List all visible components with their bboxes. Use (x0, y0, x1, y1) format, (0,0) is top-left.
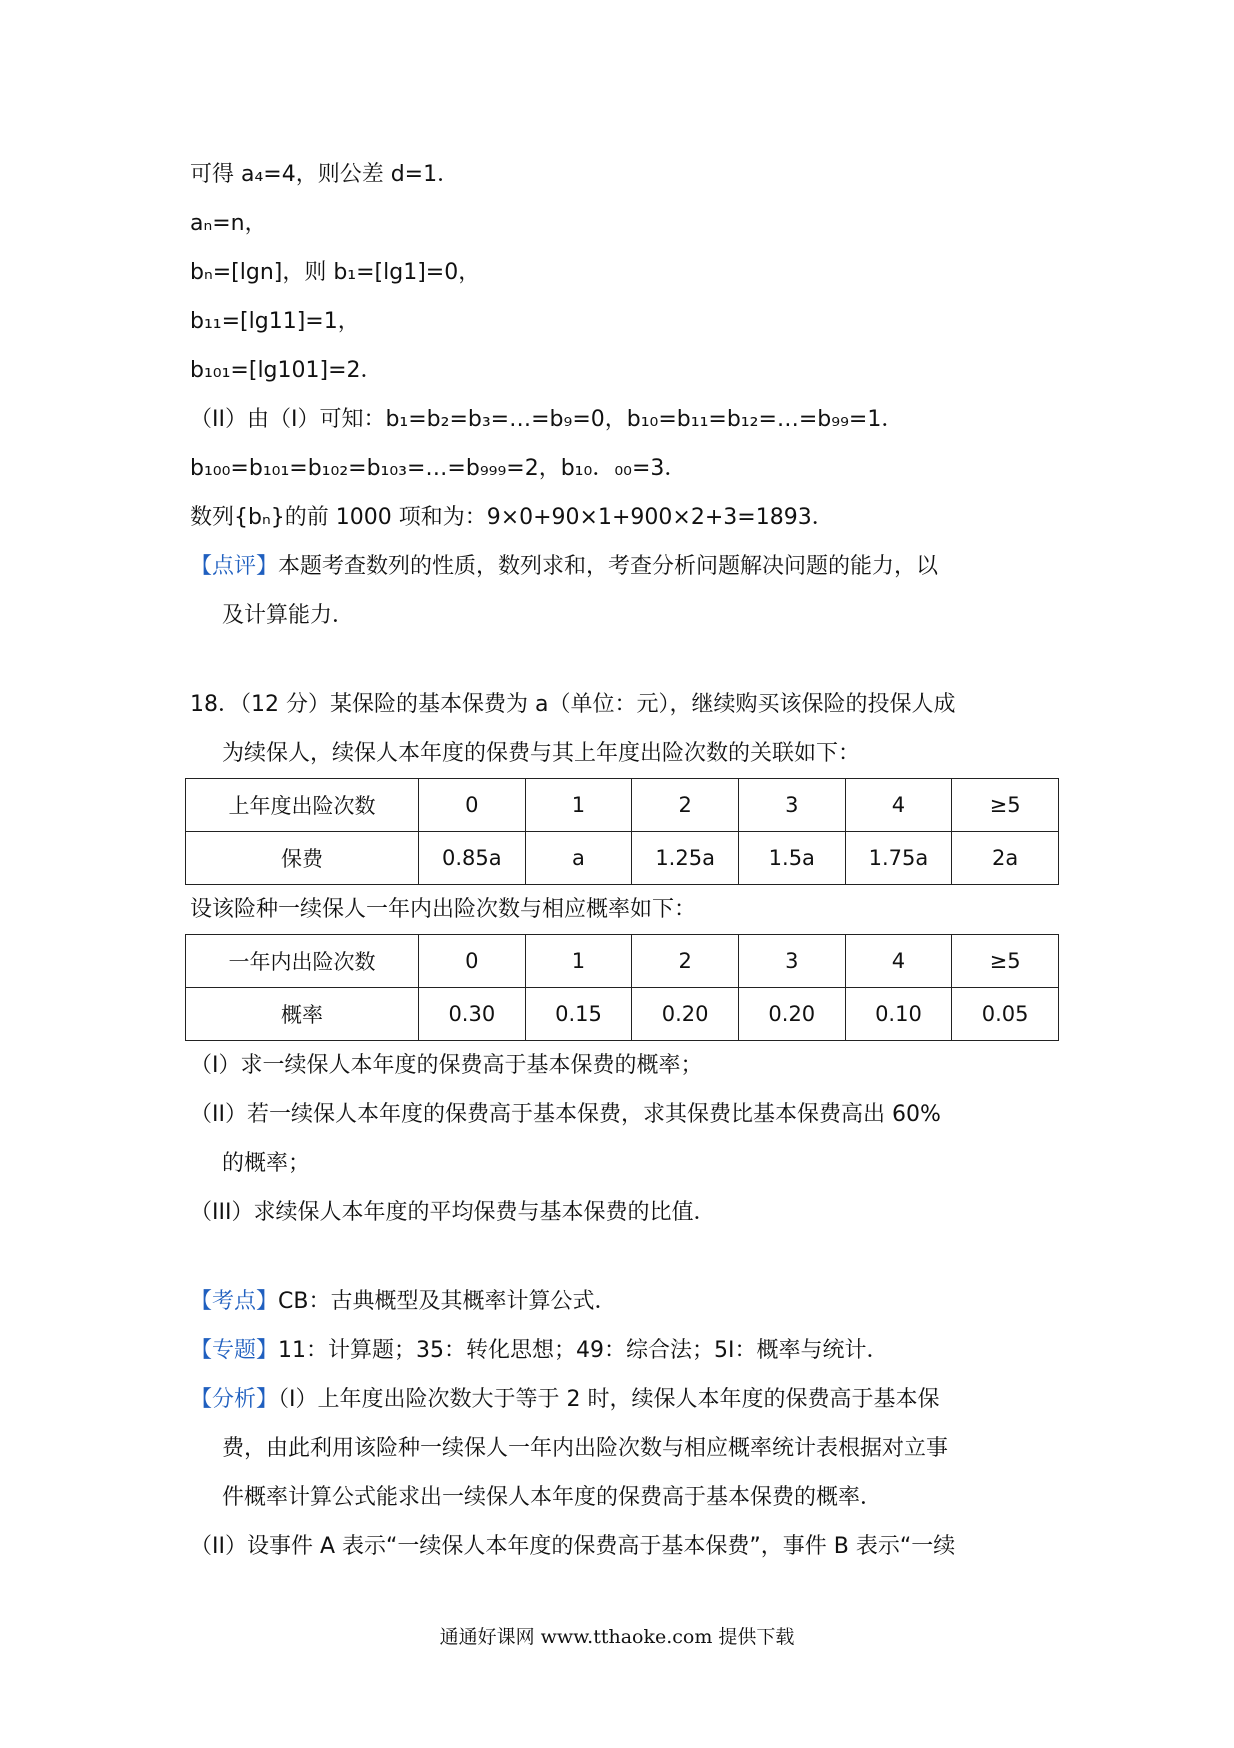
table-cell: 一年内出险次数 (186, 935, 419, 988)
table-row (186, 832, 1059, 885)
table-cell: 2 (632, 935, 739, 988)
table-cell: 1 (525, 779, 632, 832)
fenxi-line-3: 件概率计算公式能求出一续保人本年度的保费高于基本保费的概率． (222, 1485, 883, 1510)
kaodian-text: CB：古典概型及其概率计算公式． (278, 1289, 617, 1314)
between-tables-text: 设该险种一续保人一年内出险次数与相应概率如下： (190, 897, 697, 922)
kaodian-line (190, 1277, 1060, 1326)
fenxi-line-2: 费，由此利用该险种一续保人一年内出险次数与相应概率统计表根据对立事 (222, 1436, 949, 1461)
zhuanti-text: 11：计算题；35：转化思想；49：综合法；5I：概率与统计． (278, 1338, 889, 1363)
comment-text: 本题考查数列的性质，数列求和，考查分析问题解决问题的能力，以 (278, 554, 939, 579)
table-cell: 概率 (186, 988, 419, 1041)
table-cell: 0.05 (952, 988, 1059, 1041)
comment-line (190, 542, 1060, 591)
table-cell: 4 (845, 779, 952, 832)
table-cell: 0.20 (632, 988, 739, 1041)
comment-line-2: 及计算能力． (222, 603, 355, 628)
fenxi-text: （I）上年度出险次数大于等于 2 时，续保人本年度的保费高于基本保 (278, 1387, 940, 1412)
problem-line-2: 为续保人，续保人本年度的保费与其上年度出险次数的关联如下： (222, 741, 861, 766)
table-row (186, 935, 1059, 988)
text-line: b₁₀₁=[lg101]=2． (190, 358, 383, 383)
text-line: （II）由（I）可知：b₁=b₂=b₃=…=b₉=0，b₁₀=b₁₁=b₁₂=…=b₉₉=1． (190, 407, 904, 432)
table-cell: 3 (738, 935, 845, 988)
table-cell: 1.5a (738, 832, 845, 885)
table-cell: 1.25a (632, 832, 739, 885)
comment-tag: 【点评】 (190, 554, 279, 579)
table-cell: 0.85a (419, 832, 526, 885)
table-cell: ≥5 (952, 935, 1059, 988)
table-cell: 1.75a (845, 832, 952, 885)
question-1: （I）求一续保人本年度的保费高于基本保费的概率； (190, 1053, 703, 1078)
table-cell: 0.20 (738, 988, 845, 1041)
table-cell: 0.10 (845, 988, 952, 1041)
spacer (190, 1237, 1060, 1277)
fenxi-line (190, 1375, 1060, 1424)
question-2: （II）若一续保人本年度的保费高于基本保费，求其保费比基本保费高出 60% (190, 1102, 941, 1127)
table-cell: 3 (738, 779, 845, 832)
page-footer: 通通好课网 www.tthaoke.com 提供下载 (439, 1626, 795, 1648)
table-cell: 保费 (186, 832, 419, 885)
table-cell: 0 (419, 779, 526, 832)
fenxi-line-4: （II）设事件 A 表示“一续保人本年度的保费高于基本保费”，事件 B 表示“一续 (190, 1534, 956, 1559)
table-cell: 1 (525, 935, 632, 988)
zhuanti-line (190, 1326, 1060, 1375)
premium-table (185, 778, 1059, 885)
problem-line-1: 18．（12 分）某保险的基本保费为 a（单位：元），继续购买该保险的投保人成 (190, 692, 956, 717)
question-2-cont: 的概率； (222, 1151, 311, 1176)
text-line: aₙ=n， (190, 211, 267, 236)
table-cell: 2a (952, 832, 1059, 885)
table-cell: ≥5 (952, 779, 1059, 832)
spacer (190, 640, 1060, 680)
table-cell: 0 (419, 935, 526, 988)
probability-table (185, 934, 1059, 1041)
table-cell: 上年度出险次数 (186, 779, 419, 832)
table-cell: a (525, 832, 632, 885)
kaodian-tag: 【考点】 (190, 1289, 279, 1314)
text-line: b₁₀₀=b₁₀₁=b₁₀₂=b₁₀₃=…=b₉₉₉=2，b₁₀．₀₀=3． (190, 456, 687, 481)
text-line: 可得 a₄=4，则公差 d=1． (190, 162, 460, 187)
table-row (186, 779, 1059, 832)
question-3: （III）求续保人本年度的平均保费与基本保费的比值． (190, 1200, 716, 1225)
table-cell: 4 (845, 935, 952, 988)
table-row (186, 988, 1059, 1041)
document-body (190, 150, 1060, 1571)
fenxi-tag: 【分析】 (190, 1387, 279, 1412)
zhuanti-tag: 【专题】 (190, 1338, 279, 1363)
table-cell: 0.15 (525, 988, 632, 1041)
table-cell: 0.30 (419, 988, 526, 1041)
text-line: b₁₁=[lg11]=1， (190, 309, 360, 334)
text-line: bₙ=[lgn]，则 b₁=[lg1]=0， (190, 260, 481, 285)
table-cell: 2 (632, 779, 739, 832)
text-line: 数列{bₙ}的前 1000 项和为：9×0+90×1+900×2+3=1893． (190, 505, 834, 530)
